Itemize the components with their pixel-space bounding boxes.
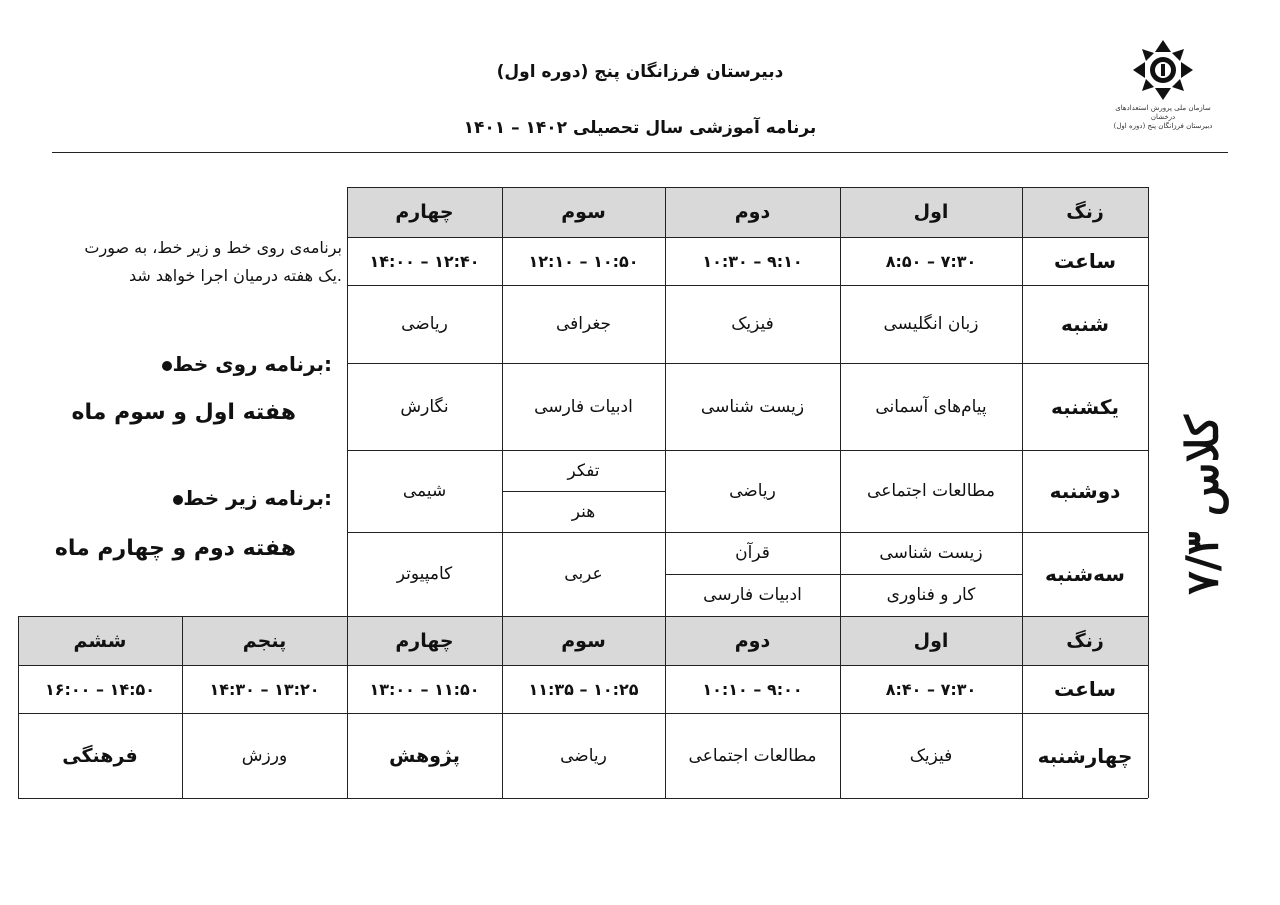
period-time: ۱۱:۳۵ – ۱۰:۲۵ — [528, 679, 639, 699]
logo-caption — [1108, 104, 1218, 131]
class-cell: ریاضی — [401, 314, 448, 334]
class-cell: پیام‌های آسمانی — [875, 396, 987, 417]
class-cell: ادبیات فارسی — [703, 585, 802, 605]
period-header: پنجم — [182, 616, 347, 665]
class-label — [1168, 360, 1238, 650]
period-time: ۱۴:۰۰ – ۱۲:۴۰ — [369, 251, 480, 271]
above-line-title-text: برنامه روی خط: — [172, 352, 332, 376]
time-label: ساعت — [1053, 677, 1116, 701]
period-time: ۱۴:۳۰ – ۱۳:۲۰ — [209, 679, 320, 699]
class-cell: ریاضی — [729, 481, 776, 501]
period-time: ۸:۵۰ – ۷:۳۰ — [885, 251, 977, 271]
above-line-weeks: هفته اول و سوم ماه — [71, 400, 296, 425]
class-cell: کار و فناوری — [886, 585, 976, 605]
period-header: سوم — [502, 616, 665, 665]
class-cell: زبان انگلیسی — [883, 314, 979, 334]
class-label-text: کلاس ۷/۳ — [1177, 415, 1229, 595]
period-header: دوم — [665, 187, 840, 237]
period-header: اول — [840, 187, 1022, 237]
emblem-icon — [1118, 38, 1208, 108]
note-line: یک هفته درمیان اجرا خواهد شد. — [129, 266, 342, 285]
below-line-title-text: برنامه زیر خط: — [183, 486, 332, 510]
day-name: شنبه — [1060, 312, 1110, 336]
class-cell: مطالعات اجتماعی — [867, 481, 995, 501]
below-line-weeks: هفته دوم و چهارم ماه — [54, 536, 296, 561]
bullet-icon — [173, 495, 183, 505]
day-name: دوشنبه — [1049, 479, 1121, 503]
program-title: برنامه آموزشی سال تحصیلی ۱۴۰۲ – ۱۴۰۱ — [463, 118, 817, 138]
period-header: ششم — [18, 616, 182, 665]
period-header: سوم — [502, 187, 665, 237]
class-cell: ریاضی — [560, 745, 607, 766]
logo-caption-line2: دبیرستان فرزانگان پنج (دوره اول) — [1113, 122, 1213, 130]
header-divider — [52, 152, 1228, 153]
period-header: چهارم — [347, 616, 502, 665]
class-cell: مطالعات اجتماعی — [688, 745, 817, 766]
class-cell: زیست شناسی — [879, 543, 983, 563]
class-cell: هنر — [571, 501, 596, 522]
class-cell: تفکر — [567, 460, 600, 481]
period-time: ۸:۴۰ – ۷:۳۰ — [885, 679, 977, 699]
period-header: دوم — [665, 616, 840, 665]
period-header: اول — [840, 616, 1022, 665]
class-cell: ورزش — [241, 745, 288, 766]
period-header: چهارم — [347, 187, 502, 237]
bell-header: زنگ — [1022, 616, 1148, 665]
class-cell: نگارش — [400, 396, 449, 417]
class-cell: فیزیک — [731, 314, 774, 334]
bullet-icon — [162, 361, 172, 371]
class-cell: فرهنگی — [62, 744, 138, 767]
class-cell: عربی — [564, 564, 603, 584]
class-cell: قرآن — [735, 543, 770, 563]
class-cell: فیزیک — [909, 745, 953, 766]
school-title: دبیرستان فرزانگان پنج (دوره اول) — [496, 62, 784, 82]
class-cell: کامپیوتر — [396, 564, 453, 584]
day-name: یکشنبه — [1051, 394, 1119, 419]
day-name: چهارشنبه — [1037, 743, 1133, 768]
period-time: ۱۰:۳۰ – ۹:۱۰ — [702, 251, 803, 271]
below-line-title — [60, 486, 332, 510]
period-time: ۱۰:۱۰ – ۹:۰۰ — [702, 679, 803, 699]
bell-header: زنگ — [1022, 187, 1148, 237]
time-label: ساعت — [1053, 249, 1116, 273]
class-cell: پژوهش — [389, 744, 460, 767]
class-cell: شیمی — [402, 481, 447, 501]
period-time: ۱۳:۰۰ – ۱۱:۵۰ — [369, 679, 480, 699]
above-line-title — [60, 352, 332, 376]
class-cell: جغرافی — [555, 314, 612, 334]
period-time: ۱۶:۰۰ – ۱۴:۵۰ — [44, 679, 156, 699]
logo-caption-line1: سازمان ملی پرورش استعدادهای درخشان — [1115, 104, 1211, 121]
alternation-note — [20, 234, 342, 290]
note-line: برنامه‌ی روی خط و زیر خط، به صورت — [84, 238, 342, 257]
period-time: ۱۲:۱۰ – ۱۰:۵۰ — [528, 251, 639, 271]
day-name: سه‌شنبه — [1045, 562, 1125, 586]
class-cell: زیست شناسی — [700, 396, 805, 417]
class-cell: ادبیات فارسی — [534, 396, 633, 417]
